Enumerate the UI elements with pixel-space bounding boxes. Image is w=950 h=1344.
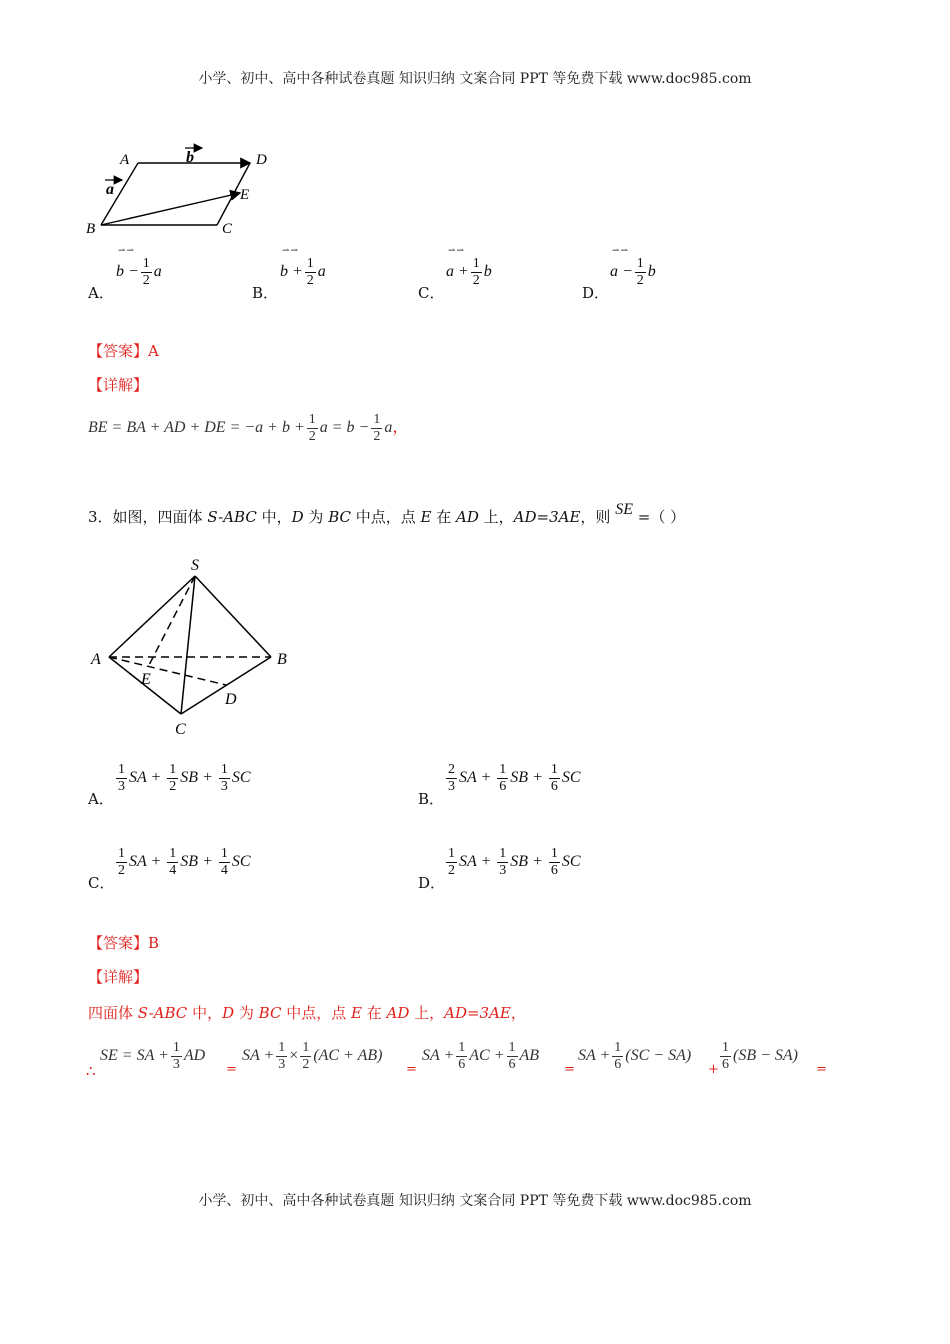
q2-solution: BE = BA + AD + DE = −a + b + $\frac{1}{2}$ a = b − $\frac{1}{2}$ a， (88, 412, 409, 444)
edge-sc (181, 576, 195, 714)
label-s: S (191, 557, 199, 574)
segment-se (148, 576, 195, 667)
label-b: B (277, 651, 287, 668)
label-a: A (91, 651, 101, 668)
label-vector-a: a (106, 181, 114, 198)
label-d-point: D (256, 152, 267, 168)
page-header: 小学、初中、高中各种试卷真题 知识归纳 文案合同 PPT 等免费下载 www.doc985.com (198, 71, 752, 87)
q3-answer: 【答案】B (88, 934, 160, 952)
q3-detail-line1: 四面体 S-ABC 中，D 为 BC 中点，点 E 在 AD 上，AD=3AE， (88, 1004, 526, 1022)
q3-detail-label: 【详解】 (88, 968, 149, 986)
label-vector-b: b (186, 149, 194, 166)
label-d: D (225, 691, 237, 708)
q2-detail-label: 【详解】 (88, 376, 149, 394)
label-c-point: C (222, 221, 233, 237)
tetrahedron-figure (85, 552, 300, 742)
edge-sb (195, 576, 271, 657)
label-b-point: B (86, 221, 96, 237)
label-e: E (141, 671, 151, 688)
page-footer: 小学、初中、高中各种试卷真题 知识归纳 文案合同 PPT 等免费下载 www.doc985.com (198, 1193, 752, 1209)
edge-sa (109, 576, 195, 657)
label-e-point: E (240, 187, 250, 203)
q3-stem: 3．如图，四面体 S-ABC 中，D 为 BC 中点，点 E 在 AD 上，AD=3AE，则 SE =（ ） (88, 501, 686, 526)
parallelogram-figure (80, 140, 280, 240)
label-c: C (175, 721, 186, 738)
label-a-point: A (120, 152, 130, 168)
q2-answer: 【答案】A (88, 342, 159, 360)
